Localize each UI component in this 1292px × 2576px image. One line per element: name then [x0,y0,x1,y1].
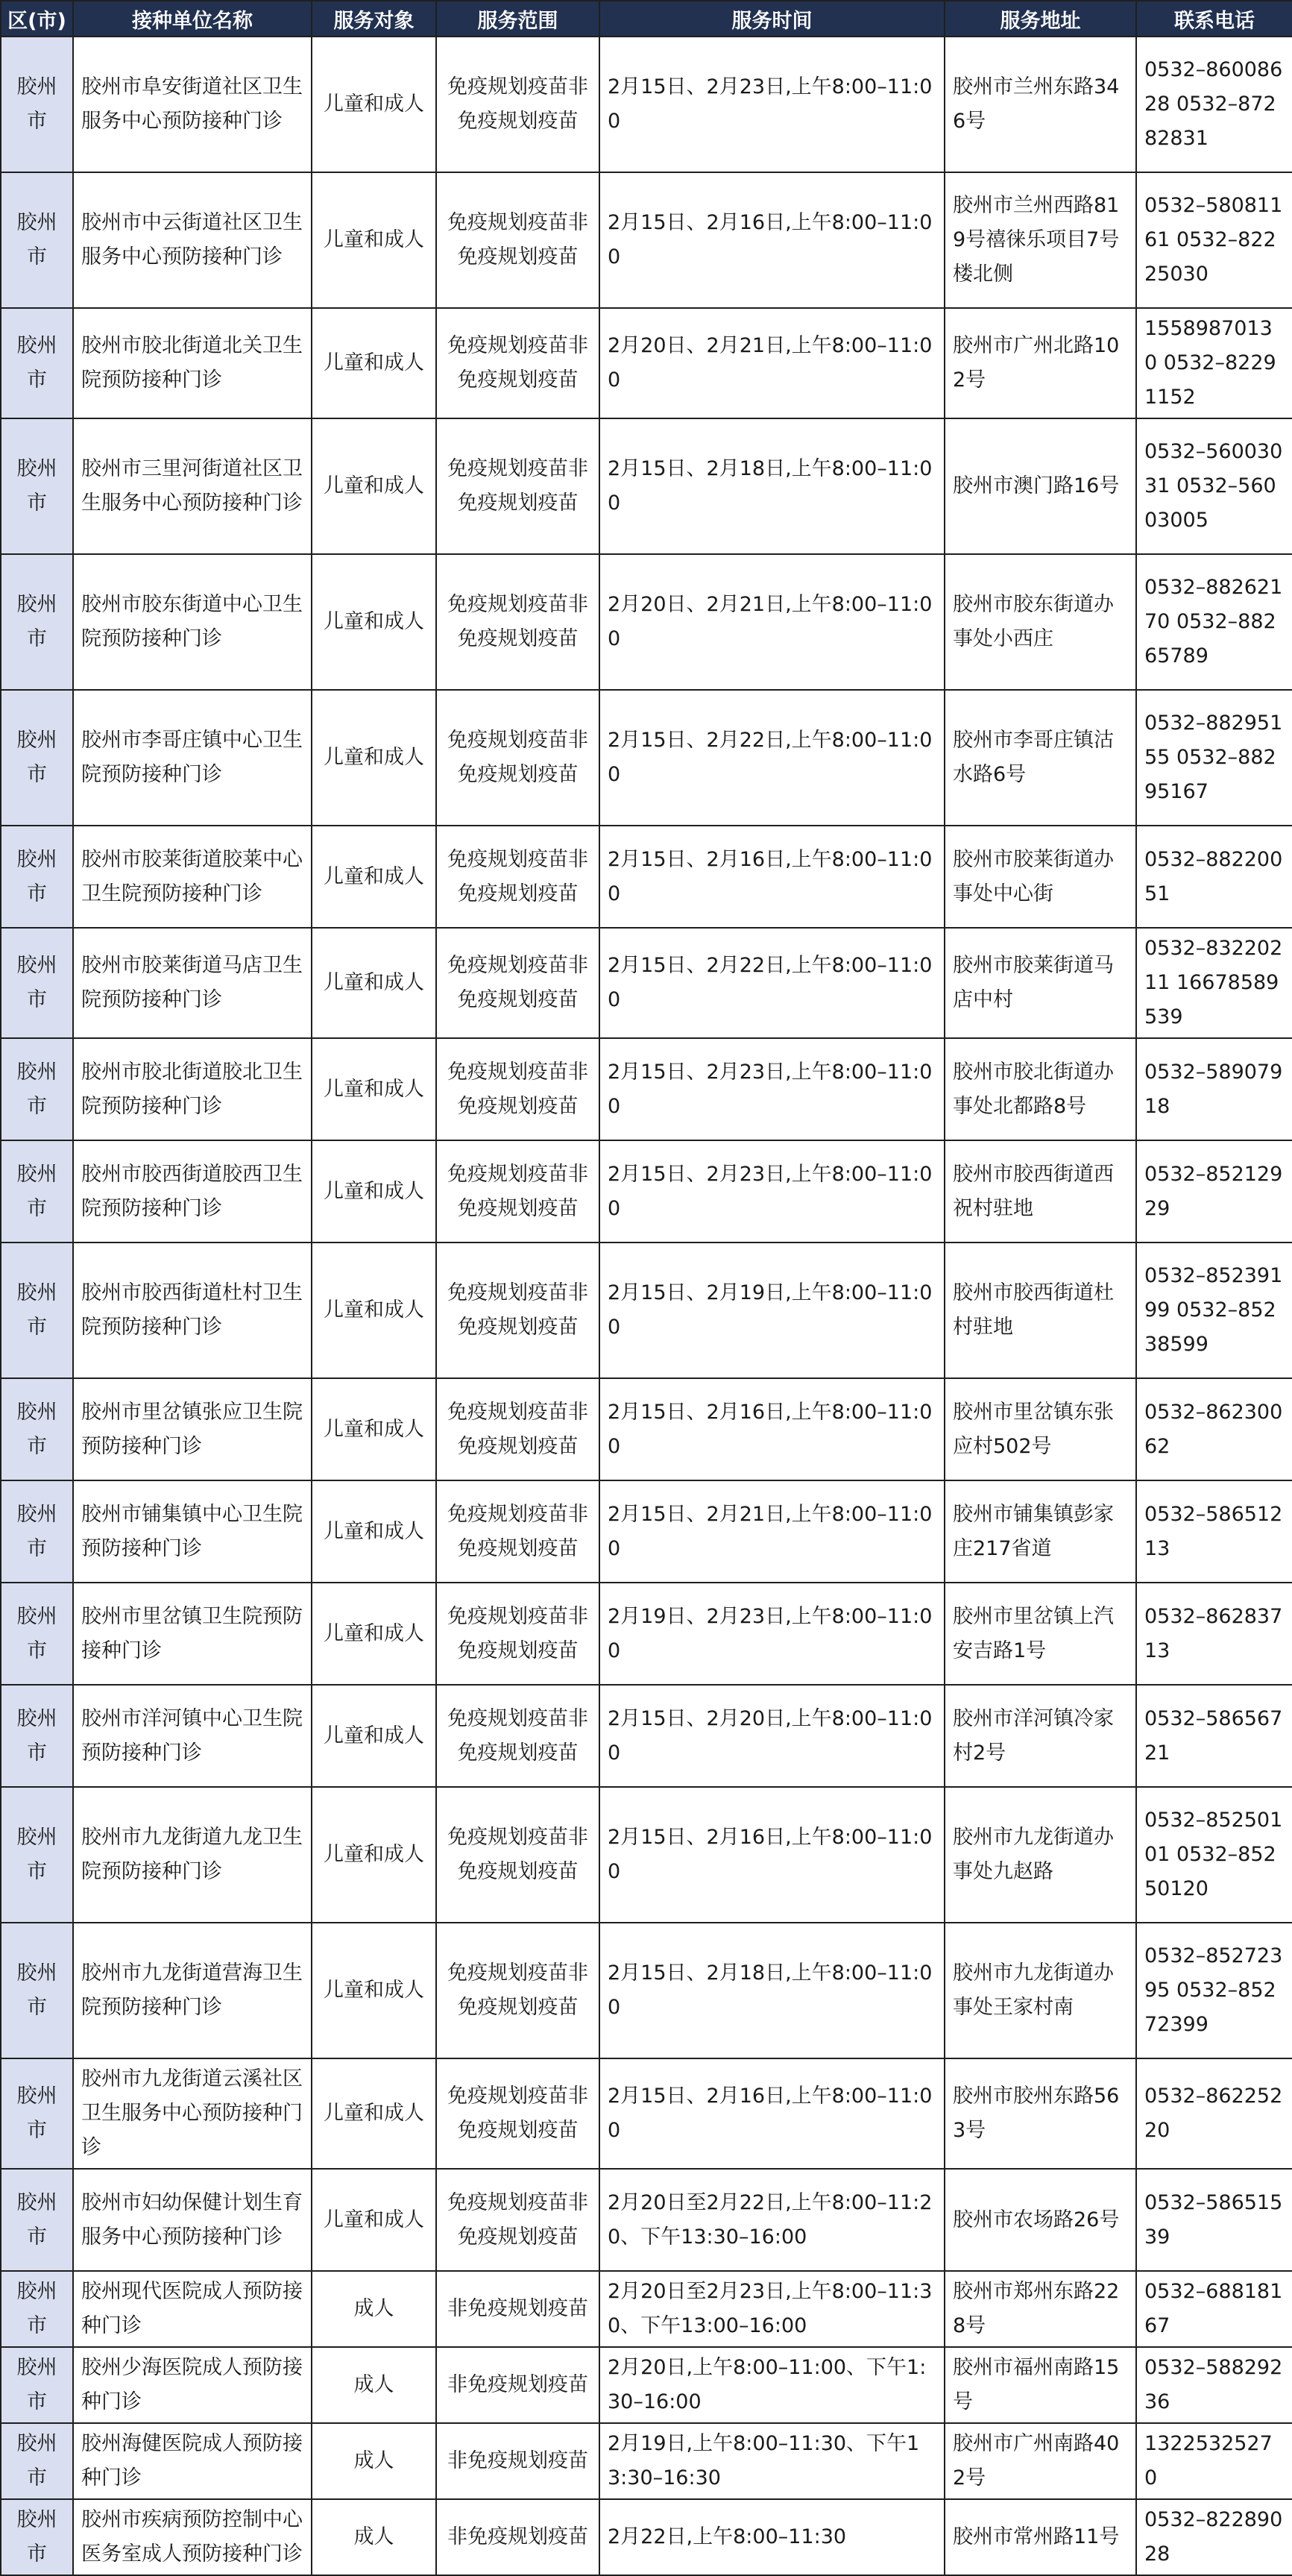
cell-service-scope: 免疫规划疫苗非免疫规划疫苗 [436,928,599,1038]
cell-service-target: 儿童和成人 [312,1378,436,1480]
cell-service-address: 胶州市胶莱街道办事处中心街 [945,826,1136,928]
cell-service-target: 儿童和成人 [312,418,436,554]
cell-unit-name: 胶州市九龙街道营海卫生院预防接种门诊 [73,1923,312,2058]
cell-unit-name: 胶州市胶西街道胶西卫生院预防接种门诊 [73,1140,312,1243]
cell-service-time: 2月15日、2月23日,上午8:00–11:00 [599,37,945,172]
cell-contact-phone: 0532–58651213 [1136,1480,1292,1583]
cell-contact-phone: 0532–56003031 0532–56003005 [1136,418,1292,554]
cell-district: 胶州市 [1,2347,73,2423]
cell-service-address: 胶州市兰州东路346号 [945,37,1136,172]
cell-service-time: 2月19日,上午8:00–11:30、下午13:30–16:30 [599,2423,945,2499]
column-header-service-time: 服务时间 [599,1,945,37]
table-row [1,2271,1292,2347]
cell-service-target: 儿童和成人 [312,1038,436,1140]
cell-unit-name: 胶州市中云街道社区卫生服务中心预防接种门诊 [73,172,312,308]
cell-district: 胶州市 [1,172,73,308]
cell-service-scope: 免疫规划疫苗非免疫规划疫苗 [436,826,599,928]
cell-district: 胶州市 [1,1923,73,2058]
cell-service-address: 胶州市福州南路15号 [945,2347,1136,2423]
cell-service-time: 2月20日至2月23日,上午8:00–11:30、下午13:00–16:00 [599,2271,945,2347]
cell-service-scope: 免疫规划疫苗非免疫规划疫苗 [436,1923,599,2058]
cell-district: 胶州市 [1,1378,73,1480]
cell-district: 胶州市 [1,2423,73,2499]
cell-service-target: 成人 [312,2423,436,2499]
cell-contact-phone: 0532–58829236 [1136,2347,1292,2423]
cell-service-target: 儿童和成人 [312,172,436,308]
cell-unit-name: 胶州市三里河街道社区卫生服务中心预防接种门诊 [73,418,312,554]
cell-district: 胶州市 [1,1480,73,1583]
cell-service-time: 2月15日、2月16日,上午8:00–11:00 [599,2058,945,2169]
cell-service-address: 胶州市铺集镇彭家庄217省道 [945,1480,1136,1583]
cell-contact-phone: 0532–85239199 0532–85238599 [1136,1243,1292,1378]
cell-district: 胶州市 [1,1038,73,1140]
table-row [1,418,1292,554]
cell-unit-name: 胶州市妇幼保健计划生育服务中心预防接种门诊 [73,2169,312,2271]
cell-contact-phone: 0532–58907918 [1136,1038,1292,1140]
cell-service-address: 胶州市胶东街道办事处小西庄 [945,554,1136,690]
cell-service-address: 胶州市胶北街道办事处北都路8号 [945,1038,1136,1140]
cell-contact-phone: 0532–86225220 [1136,2058,1292,2169]
cell-contact-phone: 0532–58656721 [1136,1685,1292,1787]
cell-service-time: 2月15日、2月16日,上午8:00–11:00 [599,826,945,928]
cell-service-scope: 免疫规划疫苗非免疫规划疫苗 [436,1685,599,1787]
cell-district: 胶州市 [1,2499,73,2575]
cell-service-address: 胶州市胶西街道西祝村驻地 [945,1140,1136,1243]
cell-district: 胶州市 [1,690,73,826]
cell-unit-name: 胶州市铺集镇中心卫生院预防接种门诊 [73,1480,312,1583]
cell-service-address: 胶州市里岔镇东张应村502号 [945,1378,1136,1480]
cell-contact-phone: 0532–58081161 0532–82225030 [1136,172,1292,308]
cell-district: 胶州市 [1,2169,73,2271]
cell-contact-phone: 13225325270 [1136,2423,1292,2499]
table-row [1,37,1292,172]
cell-service-address: 胶州市里岔镇上汽安吉路1号 [945,1583,1136,1685]
cell-service-time: 2月15日、2月19日,上午8:00–11:00 [599,1243,945,1378]
cell-district: 胶州市 [1,1685,73,1787]
cell-service-time: 2月15日、2月23日,上午8:00–11:00 [599,1038,945,1140]
cell-service-address: 胶州市澳门路16号 [945,418,1136,554]
cell-service-address: 胶州市胶莱街道马店中村 [945,928,1136,1038]
cell-service-time: 2月15日、2月21日,上午8:00–11:00 [599,1480,945,1583]
cell-service-time: 2月20日至2月22日,上午8:00–11:20、下午13:30–16:00 [599,2169,945,2271]
cell-service-address: 胶州市常州路11号 [945,2499,1136,2575]
cell-service-target: 儿童和成人 [312,826,436,928]
cell-service-time: 2月15日、2月23日,上午8:00–11:00 [599,1140,945,1243]
cell-service-target: 儿童和成人 [312,928,436,1038]
cell-service-scope: 免疫规划疫苗非免疫规划疫苗 [436,1243,599,1378]
cell-service-scope: 免疫规划疫苗非免疫规划疫苗 [436,554,599,690]
cell-service-time: 2月15日、2月22日,上午8:00–11:00 [599,928,945,1038]
cell-service-time: 2月20日,上午8:00–11:00、下午1:30–16:00 [599,2347,945,2423]
cell-unit-name: 胶州市胶东街道中心卫生院预防接种门诊 [73,554,312,690]
table-row [1,2058,1292,2169]
column-header-service-scope: 服务范围 [436,1,599,37]
cell-service-scope: 免疫规划疫苗非免疫规划疫苗 [436,172,599,308]
cell-contact-phone: 0532–85212929 [1136,1140,1292,1243]
table-row [1,554,1292,690]
cell-service-target: 儿童和成人 [312,1140,436,1243]
cell-service-time: 2月15日、2月16日,上午8:00–11:00 [599,1787,945,1923]
cell-service-address: 胶州市九龙街道办事处王家村南 [945,1923,1136,2058]
cell-district: 胶州市 [1,2058,73,2169]
column-header-service-target: 服务对象 [312,1,436,37]
cell-service-scope: 免疫规划疫苗非免疫规划疫苗 [436,1038,599,1140]
cell-service-target: 儿童和成人 [312,1923,436,2058]
cell-service-target: 成人 [312,2499,436,2575]
cell-unit-name: 胶州市疾病预防控制中心医务室成人预防接种门诊 [73,2499,312,2575]
column-header-unit-name: 接种单位名称 [73,1,312,37]
column-header-service-address: 服务地址 [945,1,1136,37]
cell-unit-name: 胶州市胶北街道胶北卫生院预防接种门诊 [73,1038,312,1140]
cell-service-target: 成人 [312,2271,436,2347]
cell-service-scope: 非免疫规划疫苗 [436,2499,599,2575]
cell-service-target: 儿童和成人 [312,1243,436,1378]
cell-service-scope: 免疫规划疫苗非免疫规划疫苗 [436,1787,599,1923]
cell-contact-phone: 0532–85250101 0532–85250120 [1136,1787,1292,1923]
cell-service-address: 胶州市胶西街道杜村驻地 [945,1243,1136,1378]
cell-service-target: 儿童和成人 [312,690,436,826]
cell-service-address: 胶州市李哥庄镇沽水路6号 [945,690,1136,826]
table-row [1,1685,1292,1787]
cell-contact-phone: 0532–83220211 16678589539 [1136,928,1292,1038]
cell-service-target: 儿童和成人 [312,2169,436,2271]
cell-unit-name: 胶州市胶莱街道马店卫生院预防接种门诊 [73,928,312,1038]
table-row [1,1923,1292,2058]
cell-service-target: 儿童和成人 [312,1685,436,1787]
table-row [1,1140,1292,1243]
cell-service-address: 胶州市兰州西路819号禧徕乐项目7号楼北侧 [945,172,1136,308]
cell-unit-name: 胶州市胶北街道北关卫生院预防接种门诊 [73,308,312,418]
cell-service-target: 成人 [312,2347,436,2423]
table-row [1,308,1292,418]
cell-unit-name: 胶州市里岔镇张应卫生院预防接种门诊 [73,1378,312,1480]
table-row [1,172,1292,308]
column-header-contact-phone: 联系电话 [1136,1,1292,37]
table-row [1,2169,1292,2271]
cell-service-time: 2月15日、2月18日,上午8:00–11:00 [599,1923,945,2058]
cell-unit-name: 胶州海健医院成人预防接种门诊 [73,2423,312,2499]
cell-service-scope: 免疫规划疫苗非免疫规划疫苗 [436,1583,599,1685]
cell-unit-name: 胶州市九龙街道九龙卫生院预防接种门诊 [73,1787,312,1923]
cell-district: 胶州市 [1,1140,73,1243]
cell-unit-name: 胶州市李哥庄镇中心卫生院预防接种门诊 [73,690,312,826]
cell-district: 胶州市 [1,826,73,928]
cell-service-time: 2月15日、2月18日,上午8:00–11:00 [599,418,945,554]
cell-service-scope: 非免疫规划疫苗 [436,2271,599,2347]
cell-service-address: 胶州市广州北路102号 [945,308,1136,418]
cell-contact-phone: 0532–58651539 [1136,2169,1292,2271]
cell-service-time: 2月20日、2月21日,上午8:00–11:00 [599,308,945,418]
table-row [1,2347,1292,2423]
column-header-district: 区(市) [1,1,73,37]
cell-service-scope: 免疫规划疫苗非免疫规划疫苗 [436,1480,599,1583]
cell-district: 胶州市 [1,308,73,418]
cell-unit-name: 胶州市九龙街道云溪社区卫生服务中心预防接种门诊 [73,2058,312,2169]
cell-district: 胶州市 [1,2271,73,2347]
header-row [1,1,1292,37]
cell-service-scope: 非免疫规划疫苗 [436,2423,599,2499]
table-row [1,690,1292,826]
cell-service-scope: 免疫规划疫苗非免疫规划疫苗 [436,418,599,554]
cell-service-time: 2月15日、2月16日,上午8:00–11:00 [599,1378,945,1480]
cell-service-address: 胶州市农场路26号 [945,2169,1136,2271]
cell-service-target: 儿童和成人 [312,2058,436,2169]
table-row [1,2423,1292,2499]
cell-service-address: 胶州市九龙街道办事处九赵路 [945,1787,1136,1923]
cell-district: 胶州市 [1,928,73,1038]
cell-service-target: 儿童和成人 [312,1480,436,1583]
cell-unit-name: 胶州市洋河镇中心卫生院预防接种门诊 [73,1685,312,1787]
cell-service-target: 儿童和成人 [312,1583,436,1685]
cell-service-address: 胶州市郑州东路228号 [945,2271,1136,2347]
table-row [1,1038,1292,1140]
cell-service-address: 胶州市洋河镇冷家村2号 [945,1685,1136,1787]
table-row [1,1787,1292,1923]
cell-unit-name: 胶州市胶莱街道胶莱中心卫生院预防接种门诊 [73,826,312,928]
cell-contact-phone: 0532–85272395 0532–85272399 [1136,1923,1292,2058]
cell-service-time: 2月15日、2月16日,上午8:00–11:00 [599,172,945,308]
cell-service-time: 2月15日、2月20日,上午8:00–11:00 [599,1685,945,1787]
cell-service-scope: 免疫规划疫苗非免疫规划疫苗 [436,2169,599,2271]
cell-service-scope: 免疫规划疫苗非免疫规划疫苗 [436,308,599,418]
table-row [1,1378,1292,1480]
cell-district: 胶州市 [1,1243,73,1378]
table-row [1,1243,1292,1378]
table-row [1,928,1292,1038]
table-row [1,1480,1292,1583]
cell-service-target: 儿童和成人 [312,37,436,172]
cell-unit-name: 胶州市胶西街道杜村卫生院预防接种门诊 [73,1243,312,1378]
cell-service-scope: 免疫规划疫苗非免疫规划疫苗 [436,1140,599,1243]
cell-unit-name: 胶州少海医院成人预防接种门诊 [73,2347,312,2423]
cell-contact-phone: 0532–86283713 [1136,1583,1292,1685]
cell-district: 胶州市 [1,37,73,172]
table-row [1,1583,1292,1685]
cell-contact-phone: 0532–86230062 [1136,1378,1292,1480]
cell-district: 胶州市 [1,1787,73,1923]
table-row [1,826,1292,928]
cell-contact-phone: 0532–68818167 [1136,2271,1292,2347]
cell-service-address: 胶州市胶州东路563号 [945,2058,1136,2169]
cell-contact-phone: 0532–88220051 [1136,826,1292,928]
cell-service-target: 儿童和成人 [312,308,436,418]
cell-service-time: 2月15日、2月22日,上午8:00–11:00 [599,690,945,826]
table-row [1,2499,1292,2575]
cell-service-scope: 免疫规划疫苗非免疫规划疫苗 [436,2058,599,2169]
cell-service-time: 2月19日、2月23日,上午8:00–11:00 [599,1583,945,1685]
cell-service-target: 儿童和成人 [312,554,436,690]
cell-service-scope: 免疫规划疫苗非免疫规划疫苗 [436,37,599,172]
cell-service-scope: 免疫规划疫苗非免疫规划疫苗 [436,1378,599,1480]
cell-service-scope: 免疫规划疫苗非免疫规划疫苗 [436,690,599,826]
cell-contact-phone: 15589870130 0532–82291152 [1136,308,1292,418]
cell-unit-name: 胶州现代医院成人预防接种门诊 [73,2271,312,2347]
cell-contact-phone: 0532–88295155 0532–88295167 [1136,690,1292,826]
cell-contact-phone: 0532–86008628 0532–87282831 [1136,37,1292,172]
cell-district: 胶州市 [1,554,73,690]
cell-unit-name: 胶州市阜安街道社区卫生服务中心预防接种门诊 [73,37,312,172]
cell-service-target: 儿童和成人 [312,1787,436,1923]
cell-unit-name: 胶州市里岔镇卫生院预防接种门诊 [73,1583,312,1685]
cell-service-scope: 非免疫规划疫苗 [436,2347,599,2423]
cell-service-time: 2月22日,上午8:00–11:30 [599,2499,945,2575]
cell-service-time: 2月20日、2月21日,上午8:00–11:00 [599,554,945,690]
cell-district: 胶州市 [1,418,73,554]
cell-district: 胶州市 [1,1583,73,1685]
cell-contact-phone: 0532–88262170 0532–88265789 [1136,554,1292,690]
cell-contact-phone: 0532–82289028 [1136,2499,1292,2575]
cell-service-address: 胶州市广州南路402号 [945,2423,1136,2499]
